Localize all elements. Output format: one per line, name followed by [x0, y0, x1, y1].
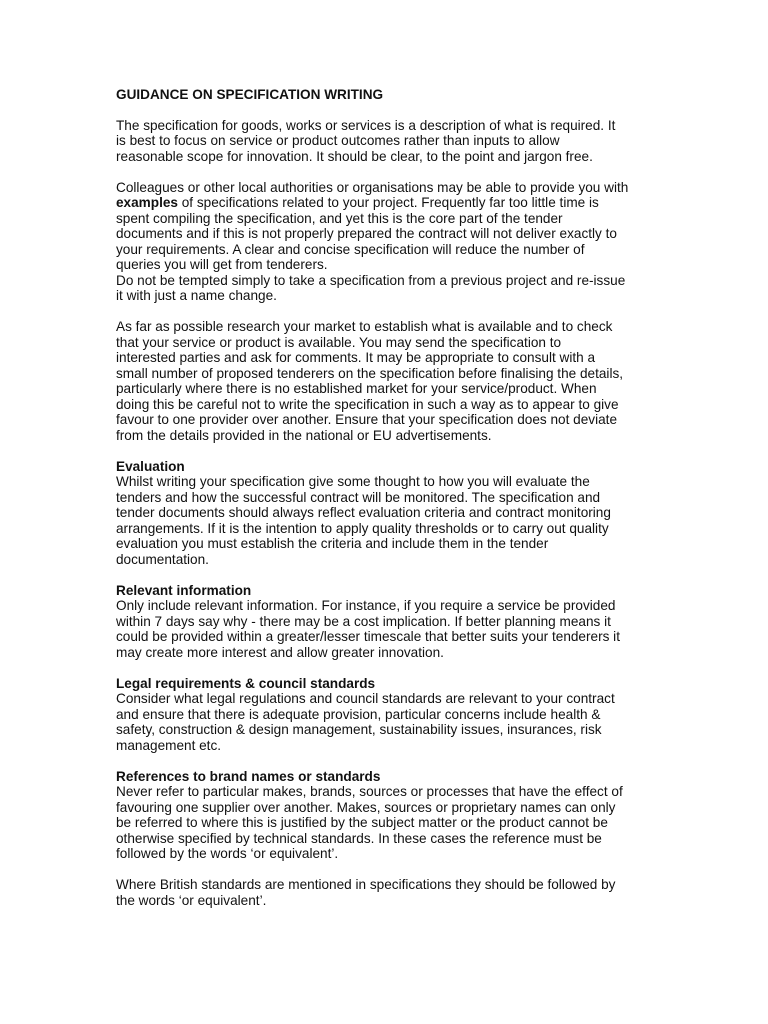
text-line: the words ‘or equivalent’.: [116, 892, 267, 908]
brand-names-section: [116, 769, 656, 862]
text-line: Do not be tempted simply to take a specification from a previous project and re-issue: [116, 272, 626, 288]
text-fragment: of specifications related to your project. Frequently far too little time is: [177, 195, 599, 210]
intro-paragraph: [116, 118, 656, 165]
text-line: otherwise specified by technical standards. In these cases the reference must be: [116, 830, 602, 846]
text-line: from the details provided in the national or EU advertisements.: [116, 427, 492, 443]
market-research-paragraph: [116, 319, 656, 443]
text-line: that your service or product is available. You may send the specification to: [116, 334, 562, 350]
text-line: arrangements. If it is the intention to apply quality thresholds or to carry out quality: [116, 520, 609, 536]
document-title: GUIDANCE ON SPECIFICATION WRITING: [116, 87, 384, 102]
text-line: may create more interest and allow greater innovation.: [116, 644, 444, 660]
text-line: small number of proposed tenderers on the specification before finalising the details,: [116, 365, 624, 381]
british-standards-paragraph: [116, 877, 656, 908]
text-line: evaluation you must establish the criteria and include them in the tender: [116, 536, 549, 551]
text-line: Never refer to particular makes, brands, sources or processes that have the effect of: [116, 784, 623, 799]
text-line: reasonable scope for innovation. It should be clear, to the point and jargon free.: [116, 148, 593, 164]
relevant-information-section: [116, 583, 656, 661]
text-line: safety, construction & design management, sustainability issues, insurances, risk: [116, 722, 602, 737]
text-line: your requirements. A clear and concise specification will reduce the number of: [116, 241, 585, 257]
text-line: within 7 days say why - there may be a cost implication. If better planning means it: [116, 613, 611, 629]
text-line: could be provided within a greater/lesser timescale that better suits your tenderers it: [116, 629, 620, 644]
document-page: [116, 87, 656, 924]
text-line: favour to one provider over another. Ensure that your specification does not deviate: [116, 412, 618, 427]
text-line: it with just a name change.: [116, 288, 277, 303]
text-line: favouring one supplier over another. Makes, sources or proprietary names can only: [116, 799, 616, 815]
section-heading: Legal requirements & council standards: [116, 675, 376, 691]
text-line: queries you will get from tenderers.: [116, 257, 328, 272]
text-line: tenders and how the successful contract will be monitored. The specification and: [116, 489, 601, 505]
examples-bold-word: examples: [116, 195, 178, 210]
text-line: interested parties and ask for comments. It may be appropriate to consult with a: [116, 350, 596, 365]
text-line: particularly where there is no established market for your service/product. When: [116, 381, 597, 396]
text-line: Only include relevant information. For instance, if you require a service be provided: [116, 598, 616, 613]
text-line: documentation.: [116, 551, 209, 567]
examples-paragraph: [116, 180, 656, 304]
section-heading: Relevant information: [116, 582, 252, 598]
text-line: tender documents should always reflect evaluation criteria and contract monitoring: [116, 505, 611, 520]
legal-requirements-section: [116, 676, 656, 754]
text-line: spent compiling the specification, and yet this is the core part of the tender: [116, 210, 563, 226]
section-heading: Evaluation: [116, 458, 185, 474]
text-line: management etc.: [116, 737, 222, 753]
section-heading: References to brand names or standards: [116, 768, 381, 784]
evaluation-section: [116, 459, 656, 568]
text-line: followed by the words ‘or equivalent’.: [116, 846, 339, 861]
text-line: Where British standards are mentioned in specifications they should be followed by: [116, 877, 616, 892]
text-line: is best to focus on service or product outcomes rather than inputs to allow: [116, 133, 560, 148]
text-line: Colleagues or other local authorities or organisations may be able to provide you with: [116, 179, 629, 195]
text-line: As far as possible research your market to establish what is available and to check: [116, 319, 613, 334]
text-line: documents and if this is not properly prepared the contract will not deliver exactly to: [116, 226, 617, 241]
text-line: Whilst writing your specification give some thought to how you will evaluate the: [116, 474, 590, 489]
text-line: be referred to where this is justified by the subject matter or the product cannot be: [116, 815, 608, 830]
text-line: The specification for goods, works or services is a description of what is required. It: [116, 117, 616, 133]
text-line: and ensure that there is adequate provision, particular concerns include health &: [116, 706, 601, 722]
text-line: Consider what legal regulations and council standards are relevant to your contract: [116, 691, 615, 706]
text-line: [116, 195, 656, 211]
text-line: doing this be careful not to write the specification in such a way as to appear to give: [116, 396, 619, 412]
